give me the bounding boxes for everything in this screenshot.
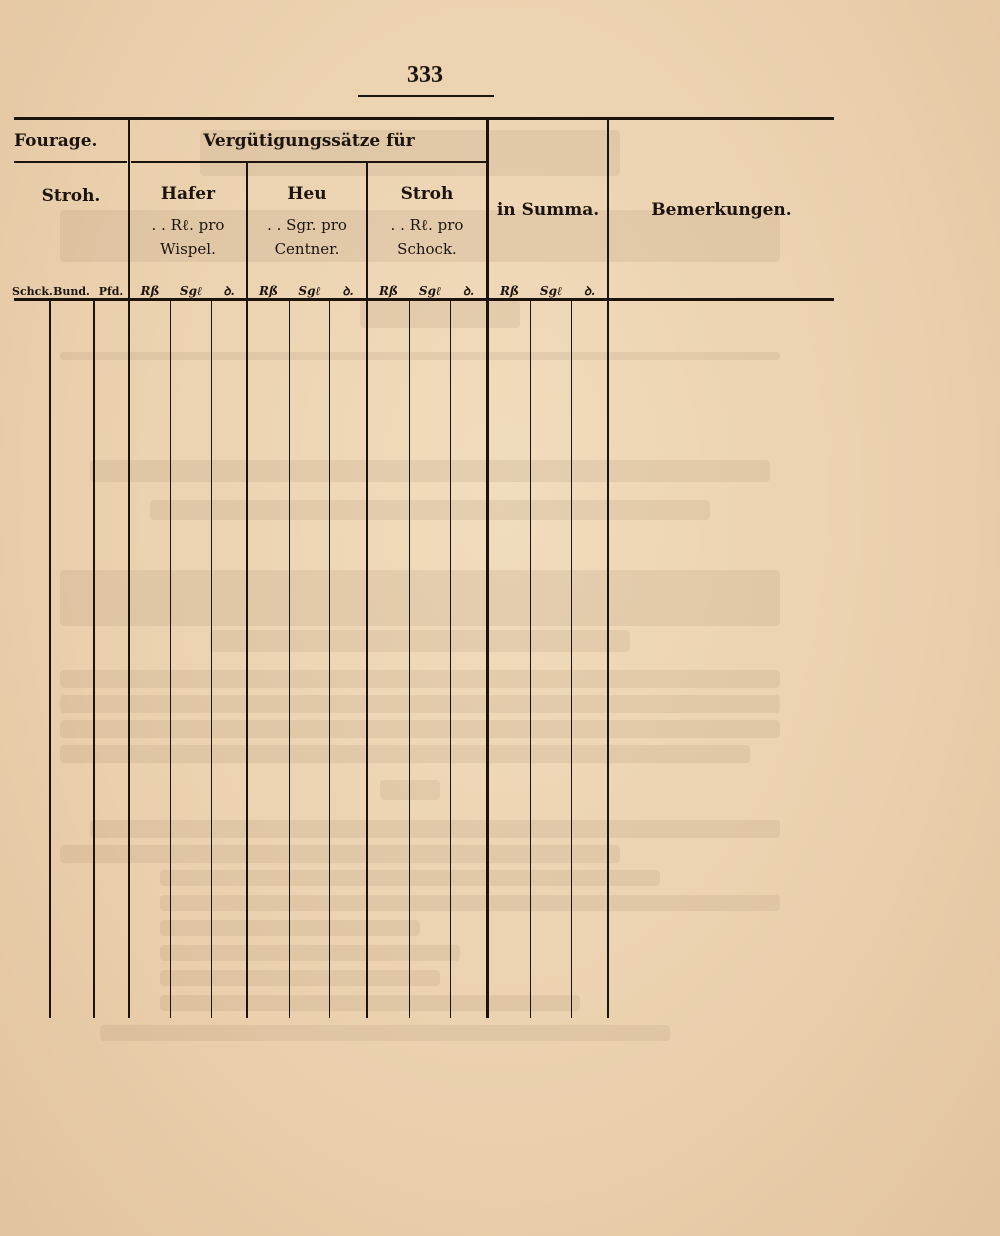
unit-heu-sg: Sgℓ (298, 284, 321, 298)
header-stroh: Stroh. (41, 186, 101, 206)
unit-bund: Bund. (53, 285, 90, 298)
header-fourage: Fourage. (14, 131, 98, 151)
unit-hafer-sg: Sgℓ (179, 284, 203, 298)
unit-stroh2-rt: Rß (378, 284, 399, 298)
divider-hafer-d (211, 300, 212, 1018)
hafer-unit-line1: . . Rℓ. pro (151, 216, 225, 234)
unit-schock: Schck. (12, 285, 53, 298)
fourage-underline (14, 161, 127, 163)
unit-summa-d: ꝺ. (583, 284, 596, 298)
divider-summa-d (571, 300, 572, 1018)
unit-hafer-rt: Rß (140, 284, 160, 298)
unit-stroh2-d: ꝺ. (462, 284, 475, 298)
header-verguetung: Vergütigungssätze für (203, 131, 415, 151)
hafer-unit-line2: Wispel. (160, 240, 216, 258)
header-hafer: Hafer (160, 184, 216, 204)
table-top-rule (14, 117, 834, 120)
header-heu: Heu (287, 184, 327, 204)
divider-summa-sg (530, 300, 531, 1018)
divider-stroh2-d (450, 300, 451, 1018)
divider-bemerkungen (607, 118, 609, 1018)
divider-heu-sg (289, 300, 290, 1018)
stroh2-unit-line1: . . Rℓ. pro (390, 216, 464, 234)
divider-summa (486, 118, 489, 1018)
stroh2-unit-line2: Schock. (397, 240, 457, 258)
unit-heu-d: ꝺ. (342, 284, 354, 298)
divider-bund-pfd (93, 300, 95, 1018)
page-number: 333 (407, 62, 443, 88)
heu-unit-line2: Centner. (274, 240, 340, 258)
divider-stroh2-sg (409, 300, 410, 1018)
verguetung-underline (131, 161, 487, 163)
header-bemerkungen: Bemerkungen. (651, 200, 792, 220)
unit-hafer-d: ꝺ. (223, 284, 235, 298)
page-number-rule (358, 95, 494, 97)
header-summa: in Summa. (496, 200, 600, 220)
unit-stroh2-sg: Sgℓ (418, 284, 442, 298)
divider-heu-d (329, 300, 330, 1018)
bleed-through-texture (60, 120, 780, 1080)
header-units-rule (14, 298, 834, 301)
unit-pfd: Pfd. (98, 285, 124, 298)
header-stroh2: Stroh (400, 184, 454, 204)
unit-heu-rt: Rß (258, 284, 279, 298)
heu-unit-line1: . . Sgr. pro (267, 216, 347, 234)
unit-summa-sg: Sgℓ (539, 284, 563, 298)
divider-hafer-sg (170, 300, 171, 1018)
unit-summa-rt: Rß (499, 284, 520, 298)
divider-stroh-bund (49, 300, 51, 1018)
